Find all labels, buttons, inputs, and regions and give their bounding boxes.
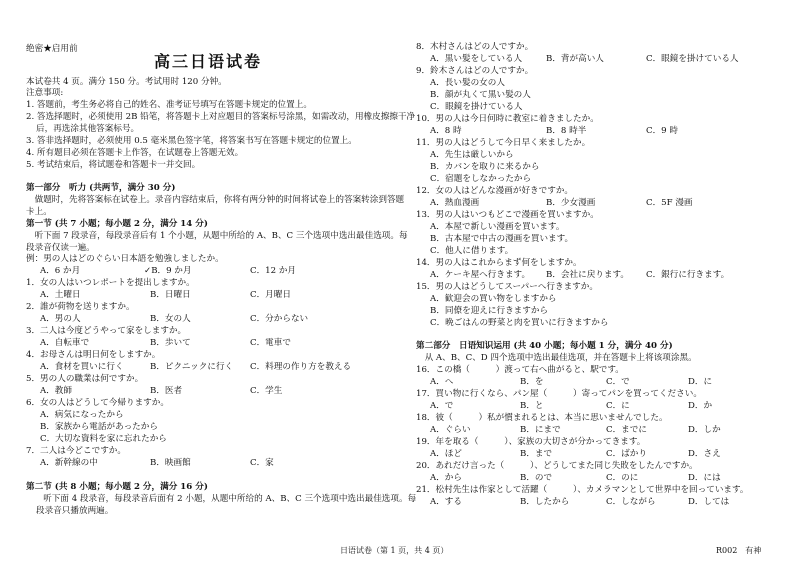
q10-option-c: C．9 時 — [646, 126, 678, 136]
q9-option-c: C．眼鏡を掛けている人 — [430, 102, 523, 112]
page-number: 日语试卷（第 1 页，共 4 页） — [340, 546, 449, 555]
q12-option-b: B．少女漫画 — [546, 198, 596, 208]
q9-option-b: B．顔が丸くて黒い髪の人 — [430, 90, 531, 100]
q20-option-d: D．には — [688, 473, 721, 483]
q3-option-a: A．自転車で — [40, 338, 90, 348]
q13-option-c: C．他人に借ります。 — [430, 246, 514, 256]
exam-info: 本试卷共 4 页。满分 150 分。考试用时 120 分钟。 — [26, 77, 227, 87]
q2-option-c: C．分からない — [250, 314, 309, 324]
q19-option-a: A．ほど — [430, 449, 462, 459]
question-14: 14．男の人はこれからまず何をしますか。 — [416, 258, 582, 268]
secret-label: 绝密★启用前 — [26, 44, 78, 54]
question-11: 11．男の人はどうして今日早く来ましたか。 — [416, 138, 591, 148]
q19-option-d: D．さえ — [688, 449, 721, 459]
question-12: 12．女の人はどんな漫画が好きですか。 — [416, 186, 574, 196]
q1-option-b: B．日曜日 — [150, 290, 191, 300]
question-21: 21．松村先生は作家として活躍（ ）、カメラマンとして世界中を回っています。 — [416, 485, 749, 495]
question-3: 3．二人は今度どうやって家をしますか。 — [26, 326, 187, 336]
q2-option-a: A．男の人 — [40, 314, 81, 324]
question-20: 20．あれだけ言った（ ）、どうしてまた同じ失敗をしたんですか。 — [416, 461, 698, 471]
q4-option-c: C．料理の作り方を教える — [250, 362, 352, 372]
note-5: 5. 考试结束后，将试题卷和答题卡一并交回。 — [26, 160, 201, 170]
q8-option-c: C．眼鏡を掛けている人 — [646, 54, 739, 64]
example-question: 例：男の人はどのぐらい日本語を勉強しましたか。 — [26, 254, 224, 264]
part1-heading: 第一部分 听力 (共两节，满分 30 分) — [26, 183, 176, 193]
question-17: 17．買い物に行くなら、パン屋（ ）寄ってパンを買ってください。 — [416, 389, 702, 399]
q21-option-b: B．したから — [520, 497, 570, 507]
q5-option-a: A．教師 — [40, 386, 72, 396]
q17-option-c: C．に — [606, 401, 630, 411]
q4-option-b: B．ピクニックに行く — [150, 362, 234, 372]
note-3: 3. 答非选择题时，必须使用 0.5 毫米黑色签字笔，将答案书写在答题卡规定的位置上。 — [26, 136, 357, 146]
example-option-c: C．12 か月 — [250, 266, 297, 276]
section1-heading: 第一节 (共 7 小题；每小题 2 分，满分 14 分) — [26, 219, 208, 229]
q15-option-b: B．同僚を迎えに行きますから — [430, 306, 549, 316]
q14-option-c: C．銀行に行きます。 — [646, 270, 730, 280]
question-4: 4．お母さんは明日何をしますか。 — [26, 350, 161, 360]
q15-option-c: C．晩ごはんの野菜と肉を買いに行きますから — [430, 318, 609, 328]
notes-label: 注意事项: — [26, 88, 64, 98]
q16-option-d: D．に — [688, 377, 713, 387]
q7-option-a: A．新幹線の中 — [40, 458, 98, 468]
q18-option-c: C．までに — [606, 425, 647, 435]
q18-option-d: D．しか — [688, 425, 721, 435]
q21-option-d: D．しては — [688, 497, 730, 507]
q6-option-b: B．家族から電話があったから — [40, 422, 158, 432]
q3-option-c: C．電車で — [250, 338, 291, 348]
note-4: 4. 所有题目必须在答题卡上作答，在试题卷上答题无效。 — [26, 148, 244, 158]
q20-option-c: C．のに — [606, 473, 639, 483]
note-2-cont: 后，再选涂其他答案标号。 — [36, 124, 140, 134]
part2-desc: 从 A、B、C、D 四个选项中选出最佳选项，并在答题卡上将该项涂黑。 — [416, 353, 697, 363]
q19-option-c: C．ばかり — [606, 449, 647, 459]
q13-option-a: A．本屋で新しい漫画を買います。 — [430, 222, 565, 232]
q7-option-b: B．映画館 — [150, 458, 191, 468]
question-10: 10．男の人は今日何時に教室に着きましたか。 — [416, 114, 599, 124]
section2-desc-line1: 听下面 4 段录音，每段录音后面有 2 小题，从题中所给的 A、B、C 三个选项中选出最佳选项。每 — [26, 494, 417, 504]
question-5: 5．男の人の職業は何ですか。 — [26, 374, 144, 384]
section1-desc-line2: 段录音仅读一遍。 — [26, 243, 95, 253]
q20-option-a: A．から — [430, 473, 462, 483]
q1-option-c: C．月曜日 — [250, 290, 291, 300]
q21-option-c: C．しながら — [606, 497, 656, 507]
q9-option-a: A．長い髪の女の人 — [430, 78, 505, 88]
q4-option-a: A．食材を買いに行く — [40, 362, 124, 372]
q6-option-c: C．大切な資料を家に忘れたから — [40, 434, 167, 444]
part1-desc-line1: 做题时，先将答案标在试卷上。录音内容结束后，你将有两分钟的时间将试卷上的答案转涂到答题 — [26, 195, 405, 205]
question-15: 15．男の人はどうしてスーパーへ行きますか。 — [416, 282, 598, 292]
q10-option-b: B．8 時半 — [546, 126, 587, 136]
question-7: 7．二人は今どこですか。 — [26, 446, 126, 456]
part2-heading: 第二部分 日语知识运用 (共 40 小题；每小题 1 分，满分 40 分) — [416, 341, 673, 351]
question-6: 6．女の人はどうして今帰りますか。 — [26, 398, 169, 408]
q16-option-c: C．で — [606, 377, 630, 387]
q18-option-b: B．にまで — [520, 425, 561, 435]
q3-option-b: B．歩いて — [150, 338, 191, 348]
q16-option-a: A．へ — [430, 377, 454, 387]
q19-option-b: B．まで — [520, 449, 553, 459]
question-1: 1．女の人はいつレポートを提出しますか。 — [26, 278, 195, 288]
q17-option-d: D．か — [688, 401, 713, 411]
example-option-b: ✓B．9 か月 — [144, 266, 192, 276]
note-2: 2. 答选择题时，必须使用 2B 铅笔，将答题卡上对应题目的答案标号涂黑，如需改动，用橡皮擦擦干净 — [26, 112, 416, 122]
question-16: 16．この橋（ ）渡って右へ曲がると、駅です。 — [416, 365, 624, 375]
q7-option-c: C．家 — [250, 458, 274, 468]
section1-desc-line1: 听下面 7 段录音，每段录音后有 1 个小题，从题中所给的 A、B、C 三个选项中选出最佳选项。每 — [26, 231, 408, 241]
section2-desc-line2: 段录音只播放两遍。 — [36, 506, 114, 516]
q6-option-a: A．病気になったから — [40, 410, 124, 420]
q11-option-a: A．先生は厳しいから — [430, 150, 514, 160]
example-option-a: A．6 か月 — [40, 266, 81, 276]
q14-option-b: B．会社に戻ります。 — [546, 270, 629, 280]
q11-option-c: C．宿題をしなかったから — [430, 174, 532, 184]
note-1: 1. 答题前，考生务必将自己的姓名、准考证号填写在答题卡规定的位置上。 — [26, 100, 312, 110]
question-8: 8．木村さんはどの人ですか。 — [416, 42, 534, 52]
q14-option-a: A．ケーキ屋へ行きます。 — [430, 270, 531, 280]
q10-option-a: A．8 時 — [430, 126, 462, 136]
section2-heading: 第二节 (共 8 小题；每小题 2 分，满分 16 分) — [26, 482, 208, 492]
q11-option-b: B．カバンを取りに来るから — [430, 162, 540, 172]
q8-option-a: A．黒い髪をしている人 — [430, 54, 523, 64]
q12-option-a: A．熱血漫画 — [430, 198, 480, 208]
question-18: 18．彼（ ）私が慣まれるとは、本当に思いませんでした。 — [416, 413, 668, 423]
exam-code: R002 有神 — [716, 546, 762, 555]
q17-option-b: B．と — [520, 401, 544, 411]
q5-option-b: B．医者 — [150, 386, 183, 396]
q17-option-a: A．で — [430, 401, 454, 411]
page-title: 高三日语试卷 — [154, 52, 263, 71]
question-13: 13．男の人はいつもどこで漫画を買いますか。 — [416, 210, 599, 220]
q20-option-b: B．ので — [520, 473, 553, 483]
q12-option-c: C．5F 漫画 — [646, 198, 693, 208]
q13-option-b: B．古本屋で中古の漫画を買います。 — [430, 234, 574, 244]
part1-desc-line2: 卡上。 — [26, 207, 52, 217]
q21-option-a: A．する — [430, 497, 462, 507]
q16-option-b: B．を — [520, 377, 544, 387]
q18-option-a: A．ぐらい — [430, 425, 471, 435]
q8-option-b: B．背が高い人 — [546, 54, 604, 64]
question-19: 19．年を取る（ ）、家族の大切さが分かってきます。 — [416, 437, 646, 447]
question-2: 2．誰が荷物を送りますか。 — [26, 302, 135, 312]
q1-option-a: A．土曜日 — [40, 290, 81, 300]
q2-option-b: B．女の人 — [150, 314, 191, 324]
q5-option-c: C．学生 — [250, 386, 283, 396]
q15-option-a: A．歓迎会の買い物をしますから — [430, 294, 557, 304]
question-9: 9．鈴木さんはどの人ですか。 — [416, 66, 534, 76]
page-footer — [0, 545, 800, 557]
